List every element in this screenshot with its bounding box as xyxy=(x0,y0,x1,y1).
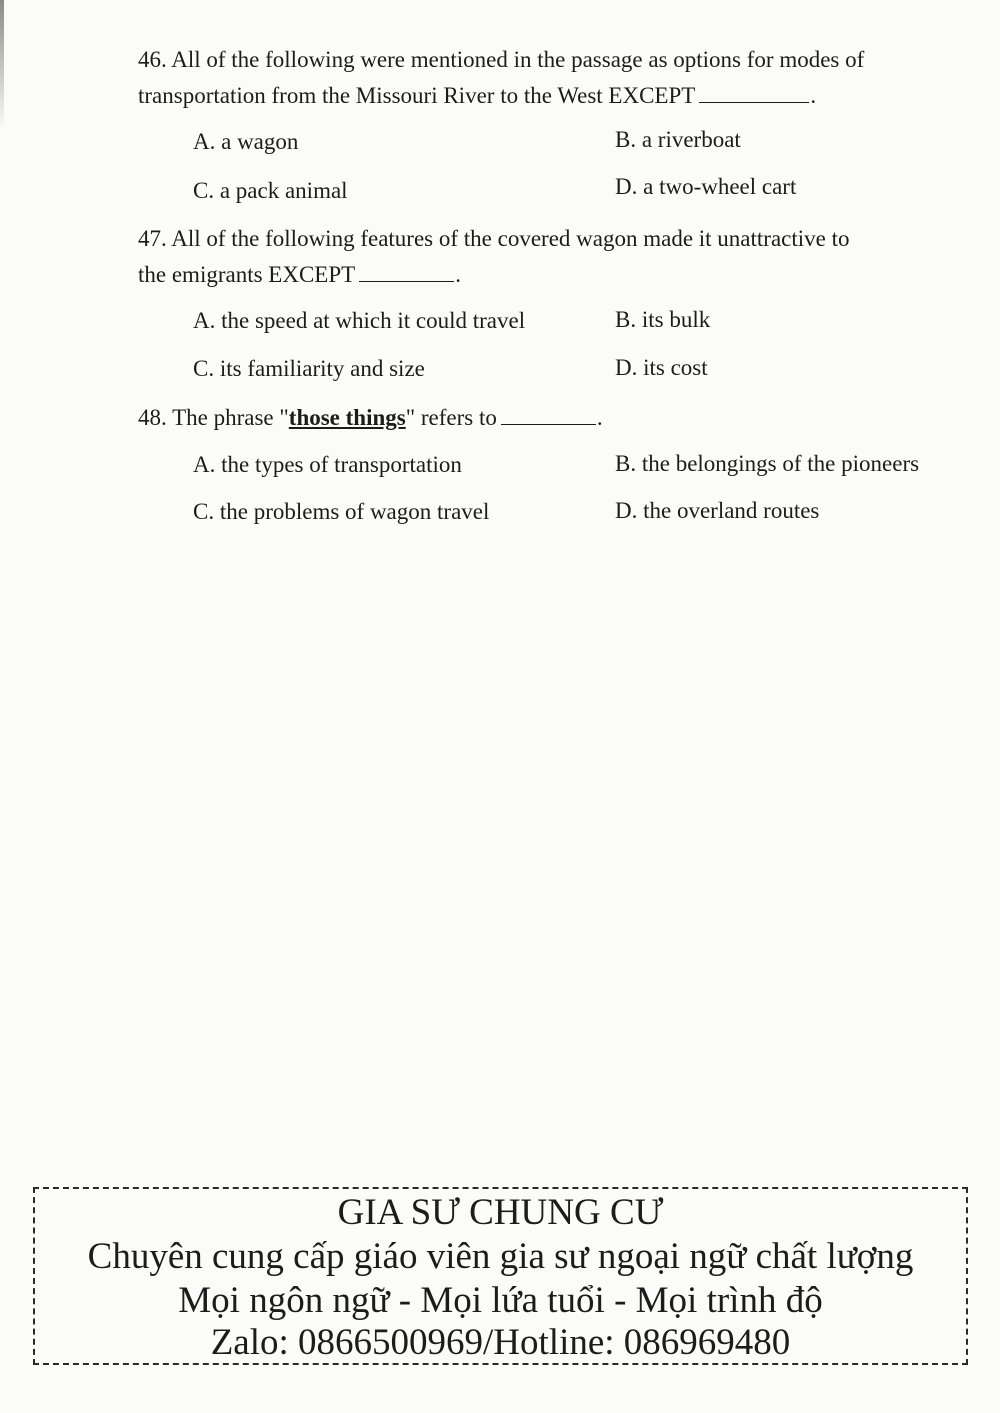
option-48-c[interactable]: C. the problems of wagon travel xyxy=(193,499,490,524)
option-47-c[interactable]: C. its familiarity and size xyxy=(193,356,425,381)
ad-tagline: Mọi ngôn ngữ - Mọi lứa tuổi - Mọi trình độ xyxy=(178,1280,823,1321)
option-46-c[interactable]: C. a pack animal xyxy=(193,178,348,203)
answer-blank[interactable] xyxy=(501,406,596,425)
question-text: All of the following features of the covered wagon made it unattractive to xyxy=(171,226,850,251)
question-47-line-2 xyxy=(138,257,978,293)
option-46-d[interactable]: D. a two-wheel cart xyxy=(615,174,797,199)
option-48-d[interactable]: D. the overland routes xyxy=(615,498,820,523)
question-47 xyxy=(138,221,978,293)
scan-edge xyxy=(0,0,4,130)
answer-blank[interactable] xyxy=(699,84,809,103)
option-46-b[interactable]: B. a riverboat xyxy=(615,127,741,152)
question-48 xyxy=(138,400,978,436)
option-47-b[interactable]: B. its bulk xyxy=(615,307,711,332)
option-46-a[interactable]: A. a wagon xyxy=(193,129,299,154)
question-text-prefix: The phrase " xyxy=(172,405,289,430)
question-text: All of the following were mentioned in the passage as options for modes of xyxy=(171,47,865,72)
question-46-line-2 xyxy=(138,78,978,114)
question-end: . xyxy=(455,262,461,287)
question-number: 46. xyxy=(138,47,167,72)
question-48-line-1 xyxy=(138,400,978,436)
question-46-line-1 xyxy=(138,42,978,78)
tutor-ad-box xyxy=(33,1187,968,1365)
question-text-suffix: " refers to xyxy=(405,405,497,430)
question-47-line-1 xyxy=(138,221,978,257)
option-48-b[interactable]: B. the belongings of the pioneers xyxy=(615,451,920,476)
ad-title: GIA SƯ CHUNG CƯ xyxy=(337,1192,664,1233)
question-text: the emigrants EXCEPT xyxy=(138,262,356,287)
question-end: . xyxy=(810,83,817,108)
answer-blank[interactable] xyxy=(359,263,454,282)
option-47-a[interactable]: A. the speed at which it could travel xyxy=(193,308,526,333)
option-47-d[interactable]: D. its cost xyxy=(615,355,708,380)
question-number: 47. xyxy=(138,226,167,251)
question-number: 48. xyxy=(138,405,167,430)
question-end: . xyxy=(596,405,603,430)
quoted-phrase: those things xyxy=(288,405,406,430)
question-46 xyxy=(138,42,978,114)
option-48-a[interactable]: A. the types of transportation xyxy=(193,452,462,477)
question-text: transportation from the Missouri River to the West EXCEPT xyxy=(138,83,696,108)
ad-description: Chuyên cung cấp giáo viên gia sư ngoại ngữ chất lượng xyxy=(87,1236,914,1277)
ad-contact: Zalo: 0866500969/Hotline: 086969480 xyxy=(210,1322,791,1363)
